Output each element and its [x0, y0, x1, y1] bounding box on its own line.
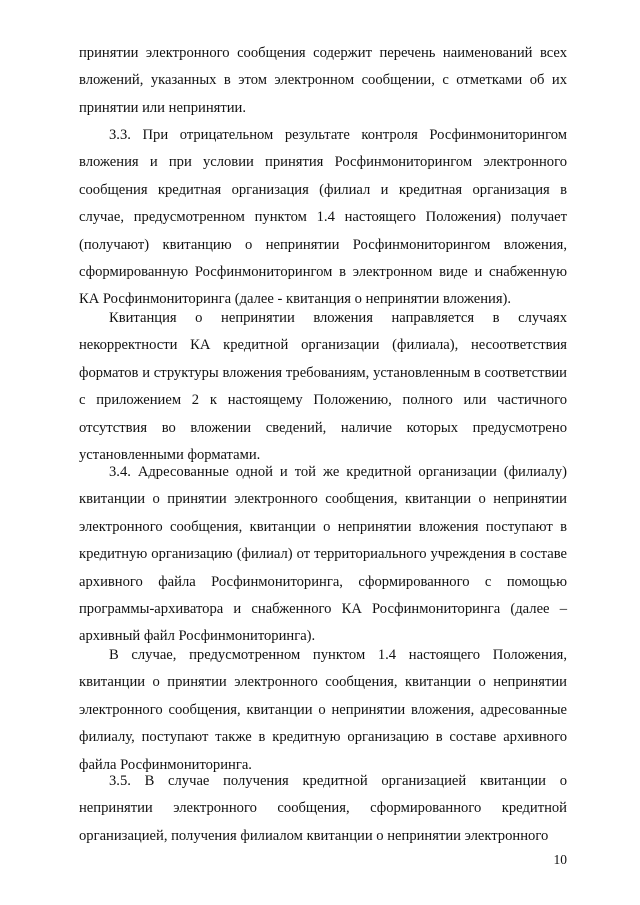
paragraph-3-4: 3.4. Адресованные одной и той же кредитной организации (филиалу) квитанции о принятии электронного сообщения, квитанции о непринятии электронного сообщения, квитанции о непринятии вложения поступают в кредитную организацию (филиал) от территориального учреждения в составе архивного файла Росфинмониторинга, сформированного с помощью программы-архиватора и снабженного КА Росфинмониторинга (далее – архивный файл Росфинмониторинга).	[79, 464, 567, 645]
paragraph-branch-case: В случае, предусмотренном пунктом 1.4 настоящего Положения, квитанции о принятии электронного сообщения, квитанции о непринятии электронного сообщения, квитанции о непринятии вложения, адресованные филиалу, поступают также в кредитную организацию в составе архивного файла Росфинмониторинга.	[79, 647, 567, 773]
paragraph-continuation: принятии электронного сообщения содержит перечень наименований всех вложений, указанных в этом электронном сообщении, с отметками об их принятии или непринятии.	[79, 45, 567, 116]
page-number: 10	[553, 852, 567, 867]
paragraph-rejection-receipt: Квитанция о непринятии вложения направляется в случаях некорректности КА кредитной организации (филиала), несоответствия форматов и структуры вложения требованиям, установленным в соответствии с приложением 2 к настоящему Положению, полного или частичного отсутствия во вложении сведений, наличие которых предусмотрено установленными форматами.	[79, 310, 567, 464]
paragraph-3-5: 3.5. В случае получения кредитной организацией квитанции о непринятии электронного сообщения, сформированного кредитной организацией, получения филиалом квитанции о непринятии электронного	[79, 773, 567, 844]
paragraph-3-3: 3.3. При отрицательном результате контроля Росфинмониторингом вложения и при условии принятия Росфинмониторингом электронного сообщения кредитная организация (филиал и кредитная организация в случае, предусмотренном пунктом 1.4 настоящего Положения) получает (получают) квитанцию о непринятии Росфинмониторингом вложения, сформированную Росфинмониторингом в электронном виде и снабженную КА Росфинмониторинга (далее - квитанция о непринятии вложения).	[79, 127, 567, 308]
